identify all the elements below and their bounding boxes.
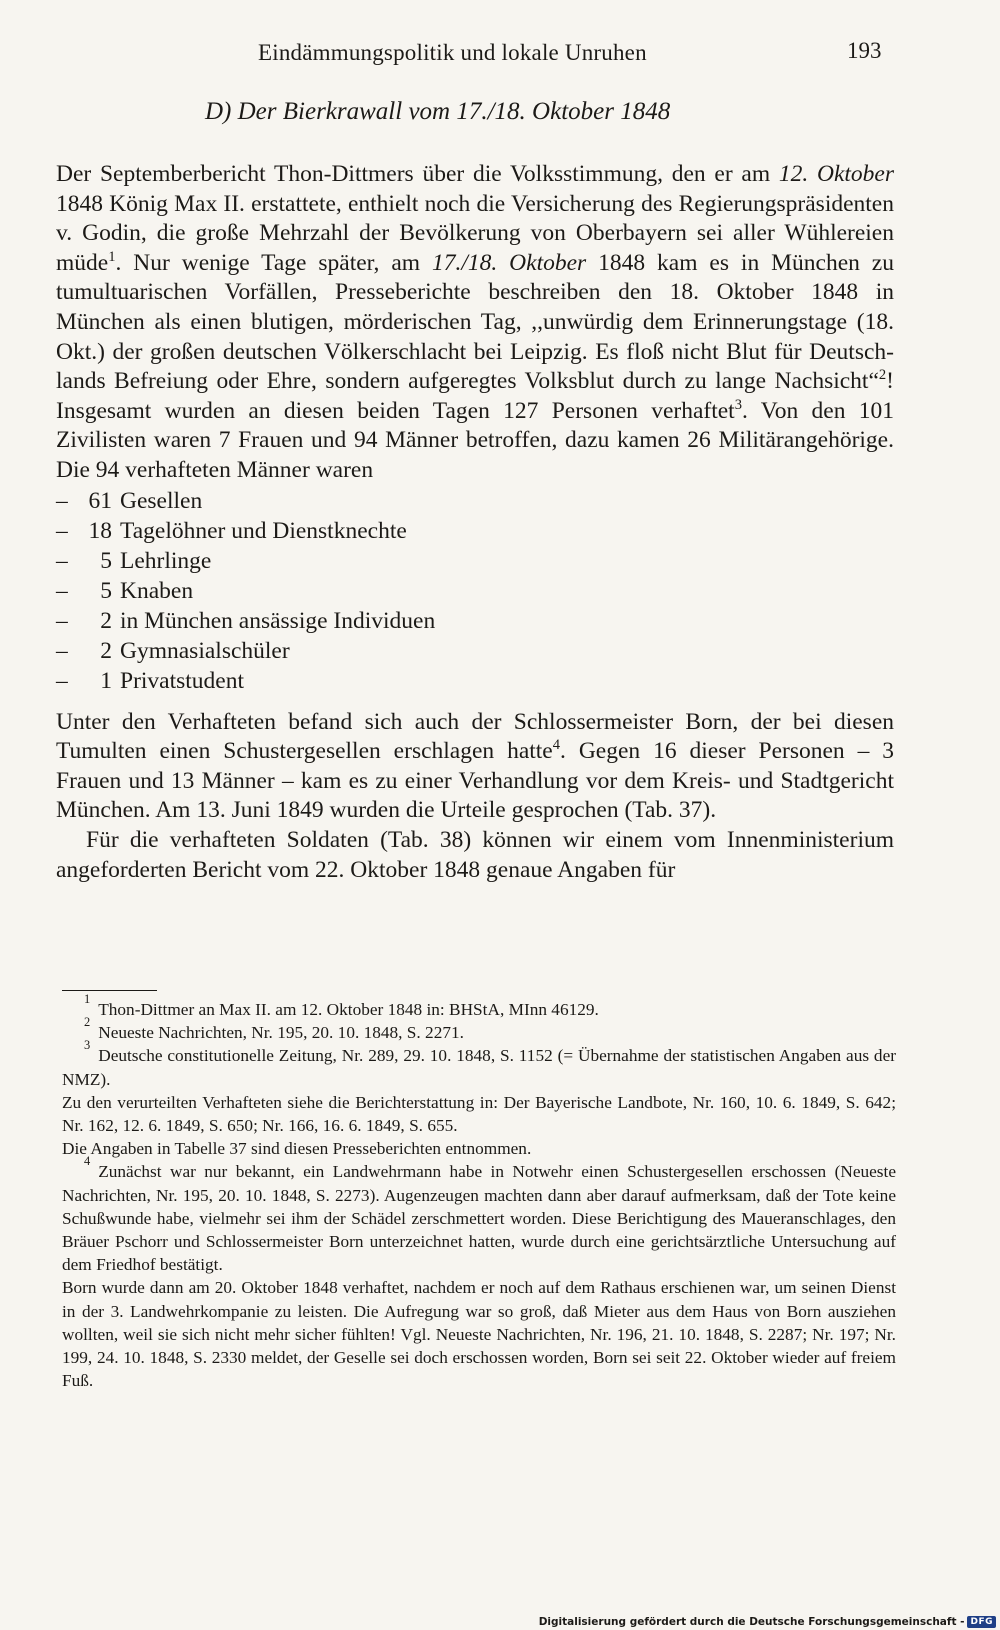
list-item: – 1 Privatstudent — [56, 667, 245, 694]
paragraph-1: Der Septemberbericht Thon-Dittmers über die Volksstimmung, den er am 12. Oktober 1848 König Max II. erstattete, enthielt noch die Versicherung des Regierungspräsidenten v. Godin, die große Mehrzahl der Bevölkerung von Oberbayern sei aller Wühlereien müde$^1$. Nur wenige Tage später, am 17./18. Oktober 1848 kam es in München zu tumultuarischen Vorfällen, Presseberichte beschreiben den 18. Oktober 1848 in München als einen blutigen, mörderischen Tag, ,,unwürdig dem Erinnerungstage (18. Okt.) der großen deutschen Völkerschlacht bei Leipzig. Es floß nicht Blut für Deutschlands Befreiung oder Ehre, sondern aufgeregtes Volksblut durch zu lange Nachsicht“$^2$! Insgesamt wurden an diesen beiden Tagen 127 Personen verhaftet$^3$. Von den 101 Zivilisten waren 7 Frauen und 94 Männer betroffen, dazu kamen 26 Militärangehörige. Die 94 verhafteten Männer waren — [56, 161, 895, 483]
section-title: D) Der Bierkrawall vom 17./18. Oktober 1848 — [205, 98, 671, 125]
list-item: – 18 Tagelöhner und Dienstknechte — [56, 517, 407, 544]
paragraph-2: Unter den Verhafteten befand sich auch der Schlossermeister Born, der bei diesen Tumulten einen Schustergesellen erschlagen hatte$^4$. Gegen 16 dieser Personen – 3 Frauen und 13 Männer – kam es zu einer Verhandlung vor dem Kreis- und Stadtgericht München. Am 13. Juni 1849 wurden die Urteile gesprochen (Tab. 37). — [56, 708, 894, 824]
running-head: Eindämmungspolitik und lokale Unruhen — [258, 40, 647, 65]
footnote-ref-3[interactable]: 3 — [734, 396, 742, 413]
body-text — [56, 160, 894, 885]
digitization-credit: Digitalisierung gefördert durch die Deutsche Forschungsgemeinschaft - DFG — [539, 1616, 996, 1628]
list-item: – 5 Knaben — [56, 577, 194, 604]
footnote-4-continuation: Born wurde dann am 20. Oktober 1848 verhaftet, nachdem er noch auf dem Rathaus erschienen war, um seinen Dienst in der 3. Landwehrkompanie zu leisten. Die Aufregung war so groß, daß Mieter aus dem Haus von Born ausziehen wollten, weil sie sich nicht mehr sicher fühlten! Vgl. Neueste Nachrichten, Nr. 196, 21. 10. 1848, S. 2287; Nr. 197; Nr. 199, 24. 10. 1848, S. 2330 meldet, der Geselle sei doch erschossen worden, Born sei seit 22. Oktober wieder auf freiem Fuß. — [62, 1278, 896, 1391]
footnote-3-continuation: Zu den verurteilten Verhafteten siehe die Berichterstattung in: Der Bayerische Landbote, Nr. 160, 10. 6. 1849, S. 642; Nr. 162, 12. 6. 1849, S. 650; Nr. 166, 16. 6. 1849, S. 655. — [62, 1092, 896, 1136]
page-number: 193 — [847, 38, 882, 63]
list-item: – 2 in München ansässige Individuen — [56, 607, 436, 634]
paragraph-3: Für die verhafteten Soldaten (Tab. 38) können wir einem vom Innenministerium angeforderten Bericht vom 22. Oktober 1848 genaue Angaben für — [56, 826, 894, 883]
footnote-3: $^3$Deutsche constitutionelle Zeitung, Nr. 289, 29. 10. 1848, S. 1152 (= Übernahme der statistischen Angaben aus der NMZ). — [62, 1038, 896, 1089]
list-item: – 2 Gymnasialschüler — [56, 637, 290, 664]
list-item: – 61 Gesellen — [56, 487, 203, 514]
footnote-divider — [62, 990, 157, 991]
list-item: – 5 Lehrlinge — [56, 547, 212, 574]
footnote-ref-2[interactable]: 2 — [878, 367, 887, 384]
footnote-ref-1[interactable]: 1 — [108, 248, 116, 265]
footnote-ref-4[interactable]: 4 — [552, 737, 561, 754]
footnote-4: $^4$Zunächst war nur bekannt, ein Landwehrmann habe in Notwehr einen Schustergesellen erschossen (Neueste Nachrichten, Nr. 195, 20. 10. 1848, S. 2273). Augenzeugen machten dann aber darauf aufmerksam, daß der Tote keine Schußwunde habe, vielmehr sei ihm der Schädel zerschmettert worden. Diese Berichtigung des Maueranschlages, den Bräuer Pschorr und Schlossermeister Born unterzeichnet hatten, wurde durch eine gerichtsärztliche Untersuchung auf dem Friedhof bestätigt. — [62, 1154, 896, 1275]
dfg-logo: DFG — [967, 1616, 996, 1628]
footnote-1: $^1$Thon-Dittmer an Max II. am 12. Oktober 1848 in: BHStA, MInn 46129. — [84, 992, 599, 1019]
footnote-3-continuation: Die Angaben in Tabelle 37 sind diesen Presseberichten entnommen. — [62, 1139, 532, 1159]
arrest-list — [56, 486, 894, 696]
footnote-2: $^2$Neueste Nachrichten, Nr. 195, 20. 10. 1848, S. 2271. — [84, 1015, 464, 1043]
footnotes — [62, 992, 896, 1392]
